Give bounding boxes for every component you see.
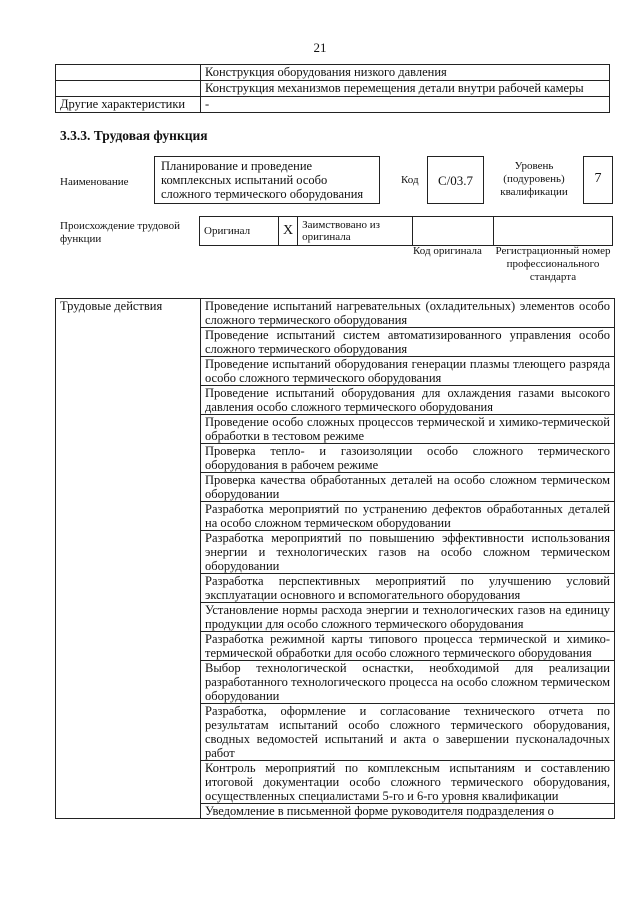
labor-action: Разработка мероприятий по устранению дефектов обработанных деталей на особо сложном термическом оборудовании bbox=[201, 502, 615, 531]
origin-label: Происхождение трудовой функции bbox=[60, 220, 181, 245]
function-code: C/03.7 bbox=[427, 156, 484, 204]
labor-action: Выбор технологической оснастки, необходимой для реализации разработанного технологического процесса на особо сложном термическом оборудовании bbox=[201, 661, 615, 704]
original-mark: X bbox=[279, 217, 298, 246]
labor-action: Уведомление в письменной форме руководителя подразделения о bbox=[201, 804, 615, 819]
labor-action: Разработка мероприятий по повышению эффективности использования энергии и технологических газов на особо сложном термическом оборудовании bbox=[201, 531, 615, 574]
labor-action: Разработка, оформление и согласование технического отчета по результатам испытаний особо сложного термического оборудования, сводных ведомостей испытаний и акта о завершении пусконаладочных работ bbox=[201, 704, 615, 761]
row-value: Конструкция оборудования низкого давления bbox=[201, 65, 610, 81]
qualification-level: 7 bbox=[583, 156, 613, 204]
table-row bbox=[56, 97, 610, 113]
origin-table bbox=[199, 216, 613, 246]
table-row bbox=[200, 217, 613, 246]
labor-action: Проведение испытаний оборудования для охлаждения газами высокого давления особо сложного термического оборудования bbox=[201, 386, 615, 415]
original-code-cell bbox=[413, 217, 494, 246]
table-row bbox=[56, 81, 610, 97]
row-value: Конструкция механизмов перемещения детали внутри рабочей камеры bbox=[201, 81, 610, 97]
labor-actions-header: Трудовые действия bbox=[56, 299, 201, 819]
page-number: 21 bbox=[313, 40, 327, 55]
characteristics-table bbox=[55, 64, 610, 113]
row-label bbox=[56, 81, 201, 97]
labor-actions-table bbox=[55, 298, 615, 819]
function-name: Планирование и проведение комплексных испытаний особо сложного термического оборудования bbox=[154, 156, 380, 204]
reg-number-cell bbox=[494, 217, 613, 246]
labor-action: Проведение особо сложных процессов термической и химико-термической обработки в тестовом режиме bbox=[201, 415, 615, 444]
labor-action: Разработка перспективных мероприятий по улучшению условий эксплуатации основного и вспомогательного оборудования bbox=[201, 574, 615, 603]
labor-action: Установление нормы расхода энергии и технологических газов на единицу продукции для особо сложного термического оборудования bbox=[201, 603, 615, 632]
labor-action: Проверка тепло- и газоизоляции особо сложного термического оборудования в рабочем режиме bbox=[201, 444, 615, 473]
section-title: 3.3.3. Трудовая функция bbox=[60, 128, 208, 143]
original-label: Оригинал bbox=[200, 217, 279, 246]
code-label: Код bbox=[401, 174, 419, 186]
row-value: - bbox=[201, 97, 610, 113]
labor-action: Контроль мероприятий по комплексным испытаниям и составлению итоговой документации особо сложного термического оборудования, осуществленных специалистами 5-го и 6-го уровня квалификации bbox=[201, 761, 615, 804]
table-row bbox=[56, 299, 615, 328]
table-row bbox=[56, 65, 610, 81]
row-label: Другие характеристики bbox=[56, 97, 201, 113]
labor-action: Проведение испытаний оборудования генерации плазмы тлеющего разряда особо сложного термического оборудования bbox=[201, 357, 615, 386]
row-label bbox=[56, 65, 201, 81]
reg-number-caption: Регистрационный номер профессионального стандарта bbox=[495, 245, 611, 283]
labor-action: Проведение испытаний систем автоматизированного управления особо сложного термического оборудования bbox=[201, 328, 615, 357]
code-original-caption: Код оригинала bbox=[413, 245, 482, 257]
borrowed-label: Заимствовано из оригинала bbox=[298, 217, 413, 246]
level-label: Уровень (подуровень) квалификации bbox=[500, 160, 568, 198]
labor-action: Разработка режимной карты типового процесса термической и химико-термической обработки для особо сложного термического оборудования bbox=[201, 632, 615, 661]
labor-action: Проверка качества обработанных деталей на особо сложном термическом оборудовании bbox=[201, 473, 615, 502]
labor-action: Проведение испытаний нагревательных (охладительных) элементов особо сложного термического оборудования bbox=[201, 299, 615, 328]
name-label: Наименование bbox=[60, 176, 129, 188]
